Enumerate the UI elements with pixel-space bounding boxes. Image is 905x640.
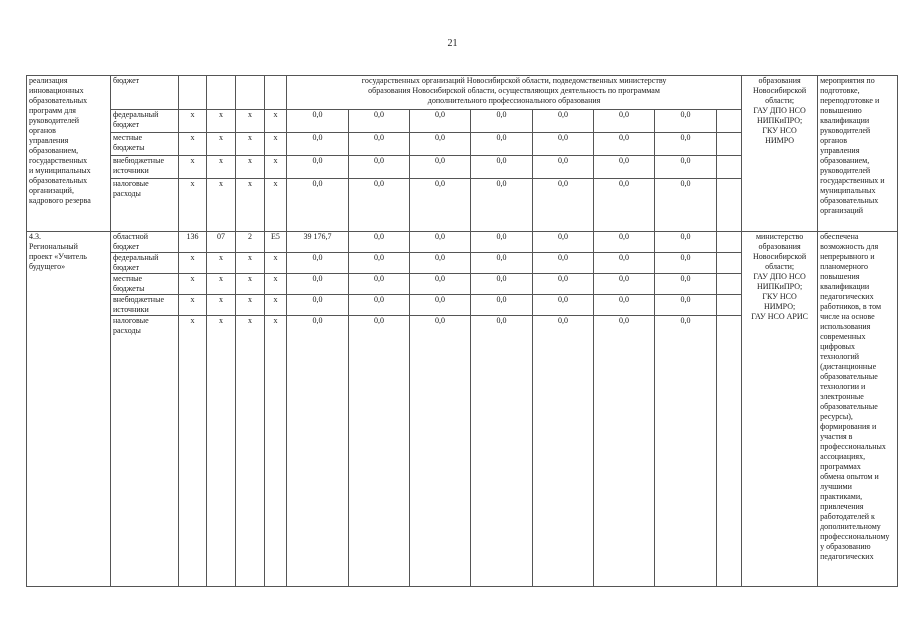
code-cell: х [179,179,207,232]
code-cell: х [236,155,265,178]
value-cell: 0,0 [533,316,594,587]
value-cell: 0,0 [349,274,410,295]
value-cell: 0,0 [287,253,349,274]
section2-row-regional [27,232,898,253]
code-cell: х [207,132,236,155]
section2-executor-cell: министерство образования Новосибирской области; ГАУ ДПО НСО НИПКиПРО; ГКУ НСО НИМРО; ГАУ НСО АРИС [742,232,818,587]
section1-result-cell: мероприятия по подготовке, переподготовке и повышению квалификации руководителей органов управления образованием, руководителей государственных и муниципальных образовательных организаций [818,76,898,232]
value-cell: 0,0 [410,155,471,178]
value-cell: 0,0 [533,274,594,295]
code-cell: 2 [236,232,265,253]
value-cell: 0,0 [594,179,655,232]
code-cell: х [265,179,287,232]
code-cell: х [265,132,287,155]
code-cell: х [236,253,265,274]
value-cell: 0,0 [594,295,655,316]
code-cell: х [179,132,207,155]
value-cell: 0,0 [594,155,655,178]
value-cell: 0,0 [655,253,717,274]
code-cell: 07 [207,232,236,253]
code-cell: х [236,274,265,295]
value-cell: 0,0 [533,232,594,253]
source-cell: федеральный бюджет [111,253,179,274]
source-cell: местные бюджеты [111,274,179,295]
code-cell: х [265,316,287,587]
page-number: 21 [447,38,458,49]
source-cell: федеральный бюджет [111,109,179,132]
value-cell: 0,0 [410,132,471,155]
value-cell: 0,0 [594,253,655,274]
value-cell: 0,0 [655,295,717,316]
value-cell: 0,0 [594,274,655,295]
value-cell: 0,0 [471,232,533,253]
source-cell: местные бюджеты [111,132,179,155]
value-cell: 0,0 [349,316,410,587]
code-cell: х [179,316,207,587]
code-cell: х [236,132,265,155]
value-cell: 0,0 [533,179,594,232]
value-cell: 0,0 [349,295,410,316]
code-cell: х [236,109,265,132]
value-cell: 0,0 [410,179,471,232]
code-cell: х [265,253,287,274]
value-cell: 0,0 [471,132,533,155]
code-cell: х [207,253,236,274]
value-cell: 0,0 [655,155,717,178]
value-cell: 0,0 [471,109,533,132]
value-cell: 0,0 [533,155,594,178]
section1-header-source: бюджет [111,76,179,110]
code-cell: х [265,295,287,316]
code-cell: х [236,179,265,232]
value-cell: 0,0 [533,295,594,316]
value-cell: 0,0 [287,295,349,316]
code-cell: х [207,155,236,178]
value-cell: 0,0 [410,109,471,132]
value-cell: 0,0 [349,132,410,155]
value-cell: 0,0 [655,274,717,295]
value-cell: 0,0 [349,253,410,274]
value-cell: 0,0 [349,232,410,253]
code-cell: х [207,274,236,295]
value-cell: 0,0 [349,109,410,132]
code-cell: Е5 [265,232,287,253]
section1-header-row [27,76,898,110]
value-cell: 0,0 [655,132,717,155]
value-cell: 0,0 [287,274,349,295]
code-cell: х [207,109,236,132]
section1-span-text: государственных организаций Новосибирской области, подведомственных министерству образования Новосибирской области, осуществляющих деятельность по программам дополнительного профессионального образования [287,76,742,110]
value-cell: 0,0 [410,253,471,274]
source-cell: налоговые расходы [111,316,179,587]
code-cell: х [207,316,236,587]
source-cell: внебюджетные источники [111,295,179,316]
value-cell: 0,0 [471,155,533,178]
value-cell: 0,0 [471,253,533,274]
section2-result-cell: обеспечена возможность для непрерывного и планомерного повышения квалификации педагогических работников, в том числе на основе использования современных цифровых технологий (дистанционные образовательные технологии и электронные образовательные ресурсы), формирования и участия в профессиональных ассоциациях, программах обмена опытом и лучшими практиками, привлечения работодателей к дополнительному профессиональному у образованию педагогических [818,232,898,587]
value-cell: 0,0 [349,179,410,232]
value-cell: 0,0 [471,316,533,587]
code-cell: 136 [179,232,207,253]
value-cell: 0,0 [655,232,717,253]
section2-program-cell: 4.3. Региональный проект «Учитель будущего» [27,232,111,587]
value-cell: 0,0 [533,109,594,132]
value-cell: 0,0 [533,132,594,155]
value-cell: 0,0 [287,155,349,178]
value-cell: 0,0 [287,316,349,587]
code-cell: х [265,274,287,295]
value-cell: 0,0 [594,316,655,587]
code-cell: х [179,295,207,316]
section1-executor-cell: образования Новосибирской области; ГАУ ДПО НСО НИПКиПРО; ГКУ НСО НИМРО [742,76,818,232]
source-cell: областной бюджет [111,232,179,253]
code-cell: х [207,295,236,316]
value-cell: 0,0 [471,274,533,295]
code-cell: х [179,274,207,295]
value-cell: 0,0 [349,155,410,178]
value-cell: 0,0 [655,316,717,587]
section1-program-cell: реализация инновационных образовательных программ для руководителей органов управления образованием, государственных и муниципальных образовательных организаций, кадрового резерва [27,76,111,232]
value-cell: 0,0 [594,109,655,132]
value-cell: 0,0 [410,274,471,295]
value-cell: 0,0 [410,316,471,587]
value-cell: 0,0 [410,232,471,253]
value-cell: 0,0 [655,179,717,232]
value-cell: 0,0 [410,295,471,316]
value-cell: 0,0 [594,232,655,253]
code-cell: х [265,109,287,132]
code-cell: х [265,155,287,178]
source-cell: внебюджетные источники [111,155,179,178]
value-cell: 0,0 [287,109,349,132]
value-cell: 0,0 [594,132,655,155]
code-cell: х [179,109,207,132]
value-cell: 39 176,7 [287,232,349,253]
source-cell: налоговые расходы [111,179,179,232]
code-cell: х [236,316,265,587]
budget-table [26,75,898,587]
value-cell: 0,0 [471,295,533,316]
code-cell: х [179,155,207,178]
value-cell: 0,0 [471,179,533,232]
value-cell: 0,0 [655,109,717,132]
code-cell: х [179,253,207,274]
value-cell: 0,0 [533,253,594,274]
code-cell: х [207,179,236,232]
value-cell: 0,0 [287,132,349,155]
code-cell: х [236,295,265,316]
value-cell: 0,0 [287,179,349,232]
